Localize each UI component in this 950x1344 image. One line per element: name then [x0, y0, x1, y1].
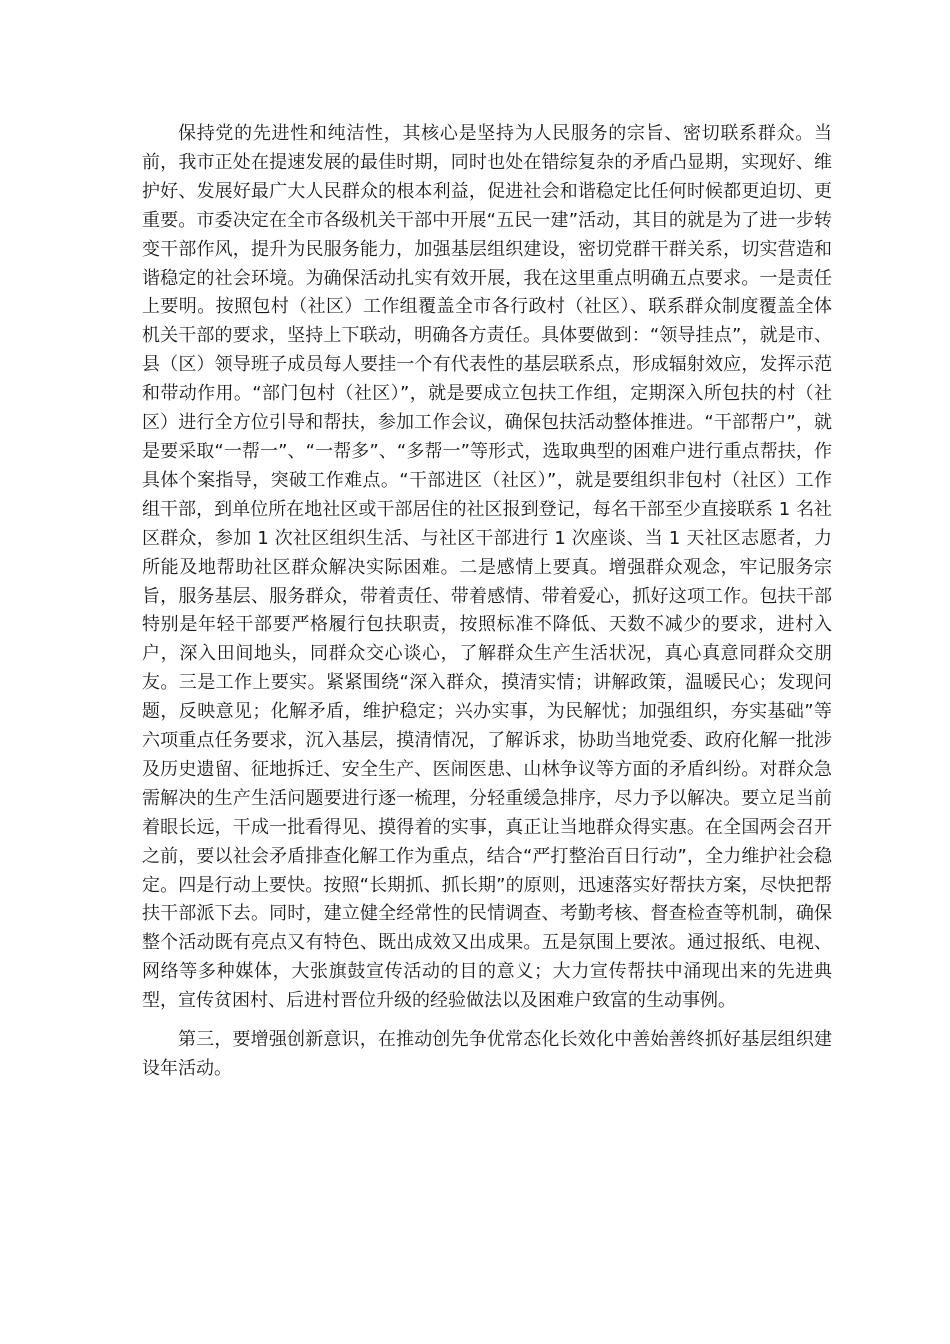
paragraph-five-requirements: 保持党的先进性和纯洁性，其核心是坚持为人民服务的宗旨、密切联系群众。当前，我市正处在提速发展的最佳时期，同时也处在错综复杂的矛盾凸显期，实现好、维护好、发展好最广大人民群众的根本利益，促进社会和谐稳定比任何时候都更迫切、更重要。市委决定在全市各级机关干部中开展“五民一建”活动，其目的就是为了进一步转变干部作风，提升为民服务能力，加强基层组织建设，密切党群干群关系，切实营造和谐稳定的社会环境。为确保活动扎实有效开展，我在这里重点明确五点要求。一是责任上要明。按照包村（社区）工作组覆盖全市各行政村（社区）、联系群众制度覆盖全体机关干部的要求，坚持上下联动，明确各方责任。具体要做到：“领导挂点”，就是市、县（区）领导班子成员每人要挂一个有代表性的基层联系点，形成辐射效应，发挥示范和带动作用。“部门包村（社区）”，就是要成立包扶工作组，定期深入所包扶的村（社区）进行全方位引导和帮扶，参加工作会议，确保包扶活动整体推进。“干部帮户”，就是要采取“一帮一”、“一帮多”、“多帮一”等形式，选取典型的困难户进行重点帮扶，作具体个案指导，突破工作难点。“干部进区（社区）”，就是要组织非包村（社区）工作组干部，到单位所在地社区或干部居住的社区报到登记，每名干部至少直接联系 1 名社区群众，参加 1 次社区组织生活、与社区干部进行 1 次座谈、当 1 天社区志愿者，力所能及地帮助社区群众解决实际困难。二是感情上要真。增强群众观念，牢记服务宗旨，服务基层、服务群众，带着责任、带着感情、带着爱心，抓好这项工作。包扶干部特别是年轻干部要严格履行包扶职责，按照标准不降低、天数不减少的要求，进村入户，深入田间地头，同群众交心谈心，了解群众生产生活状况，真心真意同群众交朋友。三是工作上要实。紧紧围绕“深入群众，摸清实情；讲解政策，温暖民心；发现问题，反映意见；化解矛盾，维护稳定；兴办实事，为民解忧；加强组织，夯实基础”等六项重点任务要求，沉入基层，摸清情况，了解诉求，协助当地党委、政府化解一批涉及历史遗留、征地拆迁、安全生产、医闹医患、山林争议等方面的矛盾纠纷。对群众急需解决的生产生活问题要进行逐一梳理，分轻重缓急排序，尽力予以解决。要立足当前着眼长远，干成一批看得见、摸得着的实事，真正让当地群众得实惠。在全国两会召开之前，要以社会矛盾排查化解工作为重点，结合“严打整治百日行动”，全力维护社会稳定。四是行动上要快。按照“长期抓、抓长期”的原则，迅速落实好帮扶方案，尽快把帮扶干部派下去。同时，建立健全经常性的民情调查、考勤考核、督查检查等机制，确保整个活动既有亮点又有特色、既出成效又出成果。五是氛围上要浓。通过报纸、电视、网络等多种媒体，大张旗鼓宣传活动的目的意义；大力宣传帮扶中涌现出来的先进典型，宣传贫困村、后进村晋位升级的经验做法以及困难户致富的生动事例。: [142, 123, 832, 1012]
paragraph-third-point: 第三，要增强创新意识，在推动创先争优常态化长效化中善始善终抓好基层组织建设年活动。: [142, 1029, 832, 1079]
document-body: [142, 120, 832, 1084]
